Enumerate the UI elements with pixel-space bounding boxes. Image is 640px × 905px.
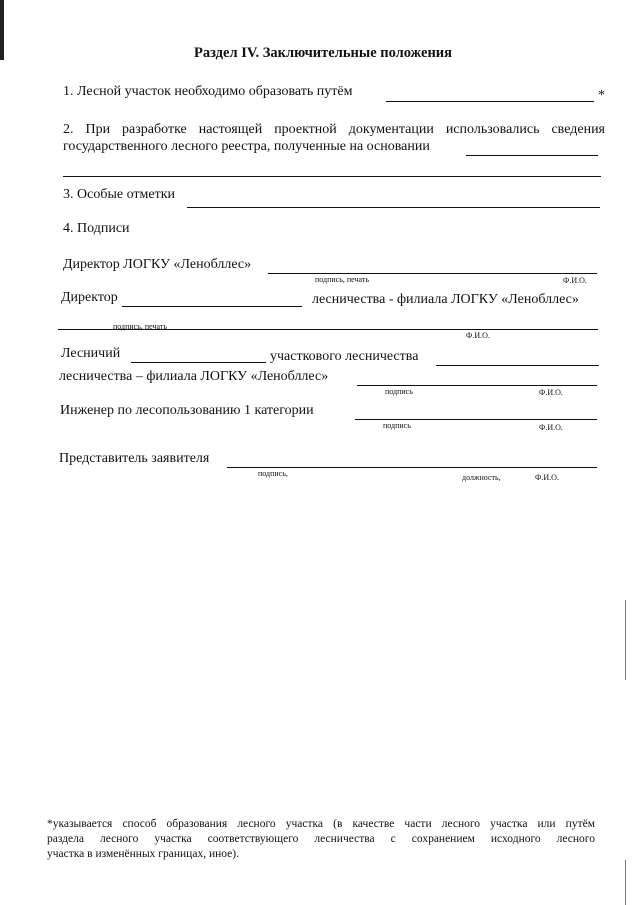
forester-label-mid: участкового лесничества <box>270 349 419 364</box>
forester-name-line <box>131 362 266 363</box>
engineer-signature-line <box>355 419 597 420</box>
applicant-label: Представитель заявителя <box>59 451 210 466</box>
footnote-line-2: раздела лесного участка соответствующего лесничества с сохранением исходного лесного <box>47 833 595 845</box>
item-2-line-1: 2. При разработке настоящей проектной документации использовались сведения <box>63 122 605 137</box>
applicant-signature-line <box>227 467 597 468</box>
item-3-text: 3. Особые отметки <box>63 187 175 202</box>
item-1-fill-line <box>386 101 594 102</box>
director-forestry-label: Директор <box>61 290 118 305</box>
item-4-text: 4. Подписи <box>63 221 130 236</box>
scan-edge-mark <box>625 860 626 905</box>
position-hint: должность, <box>462 473 501 482</box>
section-title: Раздел IV. Заключительные положения <box>194 45 452 61</box>
item-2-fill-line-2 <box>63 176 601 177</box>
district-forestry-line <box>436 365 599 366</box>
forester-label-line-2: лесничества – филиала ЛОГКУ «Ленобллес» <box>59 369 329 384</box>
director-signature-line <box>268 273 597 274</box>
scan-edge-mark <box>0 0 4 60</box>
name-hint: Ф.И.О. <box>466 331 490 340</box>
footnote <box>47 818 595 861</box>
name-hint: Ф.И.О. <box>535 473 559 482</box>
name-hint: Ф.И.О. <box>539 388 563 397</box>
item-2-line-2: государственного лесного реестра, полученные на основании <box>63 139 430 154</box>
item-2-fill-line <box>466 155 598 156</box>
footnote-asterisk: * <box>598 88 605 103</box>
item-1-text: 1. Лесной участок необходимо образовать путём <box>63 84 353 99</box>
director-forestry-label-end: лесничества - филиала ЛОГКУ «Ленобллес» <box>312 292 579 307</box>
name-hint: Ф.И.О. <box>539 423 563 432</box>
name-hint: Ф.И.О. <box>563 276 587 285</box>
engineer-label: Инженер по лесопользованию 1 категории <box>60 403 314 418</box>
forester-label: Лесничий <box>61 346 121 361</box>
footnote-line-3: участка в изменённых границах, иное). <box>47 848 239 860</box>
forester-signature-line <box>357 385 597 386</box>
item-3-fill-line <box>187 207 600 208</box>
signature-hint: подпись, <box>258 469 288 478</box>
footnote-line-1: *указывается способ образования лесного участка (в качестве части лесного участка или путём <box>47 818 595 830</box>
scan-edge-mark <box>625 600 626 680</box>
signature-hint: подпись, печать <box>315 275 370 284</box>
forestry-name-line <box>122 306 302 307</box>
signature-hint: подпись <box>385 387 413 396</box>
signature-hint: подпись, печать <box>113 322 168 331</box>
signature-hint: подпись <box>383 421 411 430</box>
director-label: Директор ЛОГКУ «Ленобллес» <box>63 257 252 272</box>
